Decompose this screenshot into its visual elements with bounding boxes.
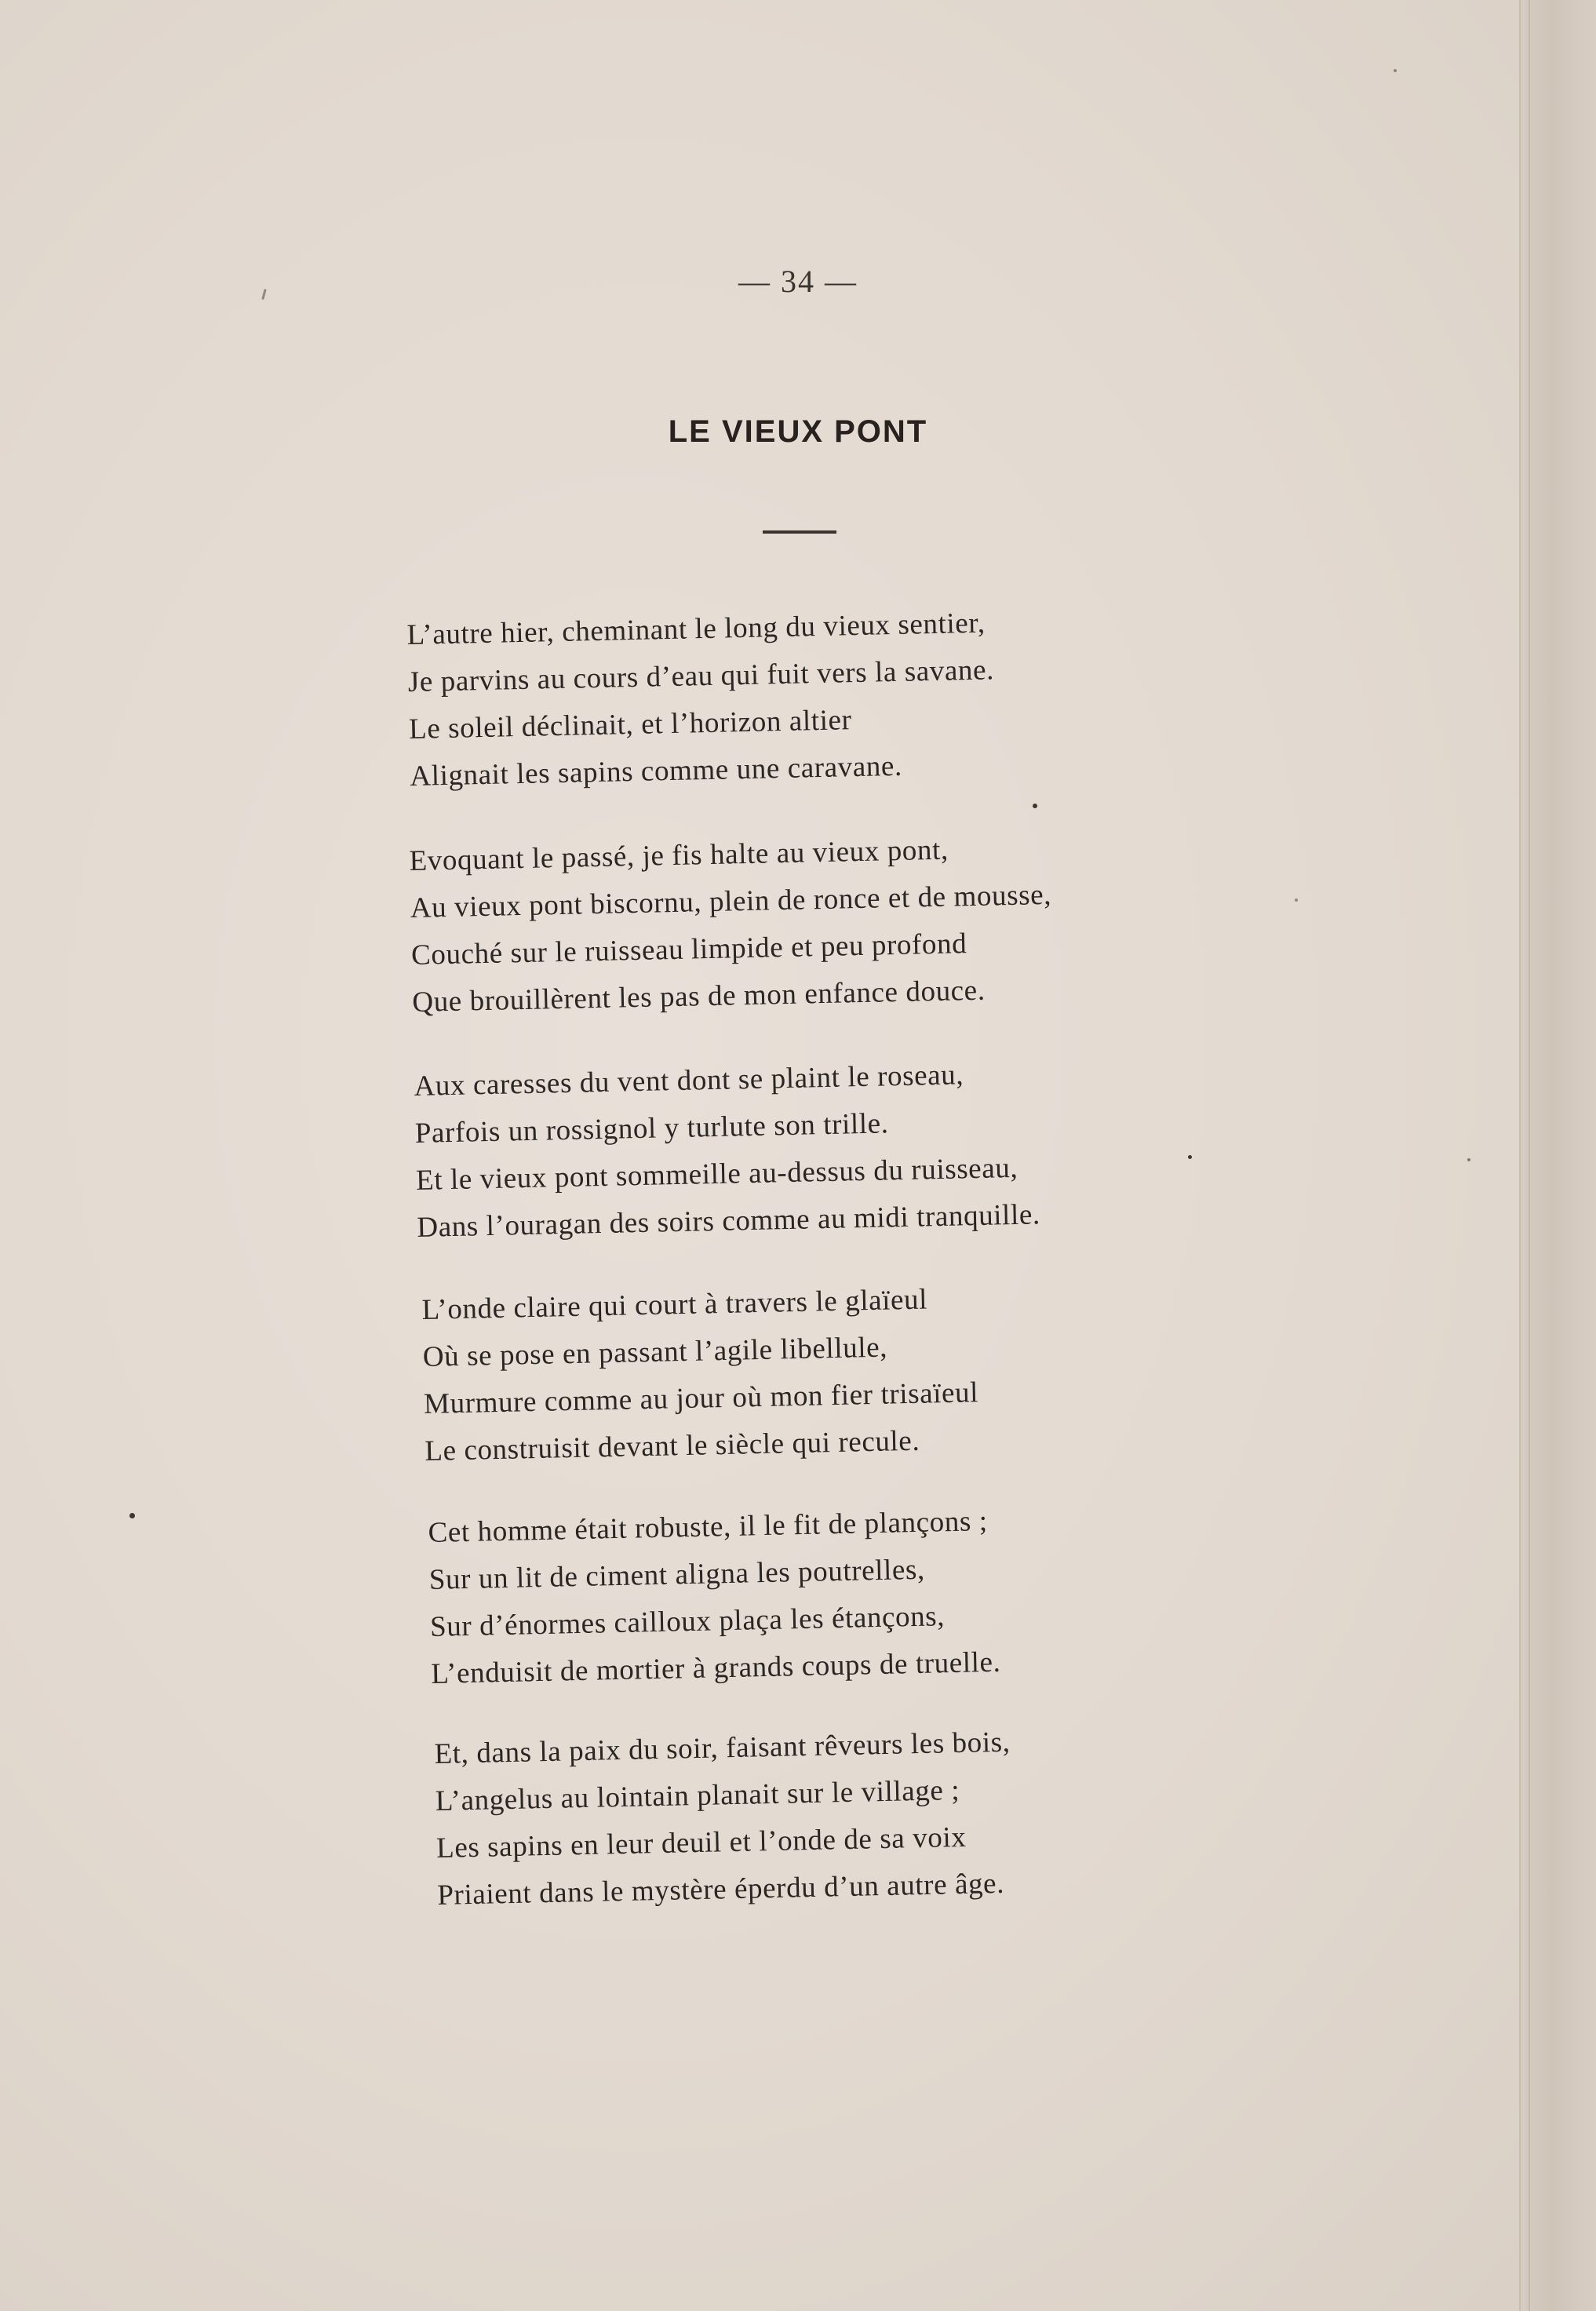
verse-line: Sur d’énormes cailloux plaça les étançons, bbox=[429, 1600, 946, 1643]
poem-title: LE VIEUX PONT bbox=[668, 414, 928, 449]
verse-line: Je parvins au cours d’eau qui fuit vers la savane. bbox=[407, 654, 995, 698]
ink-speck bbox=[1295, 899, 1298, 902]
verse-line: Alignait les sapins comme une caravane. bbox=[409, 749, 903, 793]
verse-line: Où se pose en passant l’agile libellule, bbox=[422, 1331, 888, 1373]
verse-line: Parfois un rossignol y turlute son trille. bbox=[414, 1107, 889, 1150]
verse-line: Le soleil déclinait, et l’horizon altier bbox=[408, 704, 852, 745]
verse-line: Et le vieux pont sommeille au-dessus du ruisseau, bbox=[415, 1151, 1018, 1197]
verse-line: L’angelus au lointain planait sur le village ; bbox=[435, 1773, 960, 1817]
verse-line: L’autre hier, cheminant le long du vieux sentier, bbox=[406, 607, 986, 651]
stanza-2 bbox=[409, 822, 1197, 1026]
ink-speck bbox=[1394, 69, 1397, 72]
verse-line: Le construisit devant le siècle qui recule. bbox=[424, 1424, 920, 1467]
verse-line: Sur un lit de ciment aligna les poutrelles, bbox=[428, 1553, 926, 1596]
verse-line: Aux caresses du vent dont se plaint le roseau, bbox=[414, 1059, 964, 1103]
title-rule-divider bbox=[763, 530, 836, 534]
verse-line: Evoquant le passé, je fis halte au vieux pont, bbox=[409, 833, 949, 877]
stanza-3 bbox=[414, 1047, 1202, 1252]
verse-line: Au vieux pont biscornu, plein de ronce et de mousse, bbox=[410, 878, 1052, 924]
verse-line: Murmure comme au jour où mon fier trisaïeul bbox=[423, 1376, 979, 1420]
ink-speck bbox=[1188, 1155, 1192, 1159]
verse-line: Et, dans la paix du soir, faisant rêveurs les bois, bbox=[434, 1726, 1011, 1770]
stanza-4 bbox=[421, 1270, 1210, 1475]
verse-line: Que brouillèrent les pas de mon enfance douce. bbox=[411, 974, 986, 1019]
verse-line: Les sapins en leur deuil et l’onde de sa voix bbox=[435, 1821, 967, 1864]
verse-line: L’enduisit de mortier à grands coups de truelle. bbox=[430, 1646, 1001, 1690]
stanza-6 bbox=[434, 1715, 1223, 1919]
page-edge bbox=[1519, 0, 1596, 2311]
stanza-5 bbox=[428, 1493, 1216, 1698]
stanza-1 bbox=[406, 596, 1195, 800]
verse-line: Dans l’ouragan des soirs comme au midi tranquille. bbox=[416, 1198, 1041, 1244]
ink-speck bbox=[1033, 804, 1037, 808]
page-number: — 34 — bbox=[738, 264, 858, 299]
ink-speck bbox=[1467, 1158, 1470, 1161]
verse-line: Cet homme était robuste, il le fit de plançons ; bbox=[428, 1505, 989, 1549]
ink-speck bbox=[129, 1513, 135, 1518]
verse-line: Couché sur le ruisseau limpide et peu profond bbox=[410, 928, 967, 971]
verse-line: Priaient dans le mystère éperdu d’un autre âge. bbox=[436, 1867, 1005, 1912]
verse-line: L’onde claire qui court à travers le glaïeul bbox=[421, 1283, 928, 1326]
